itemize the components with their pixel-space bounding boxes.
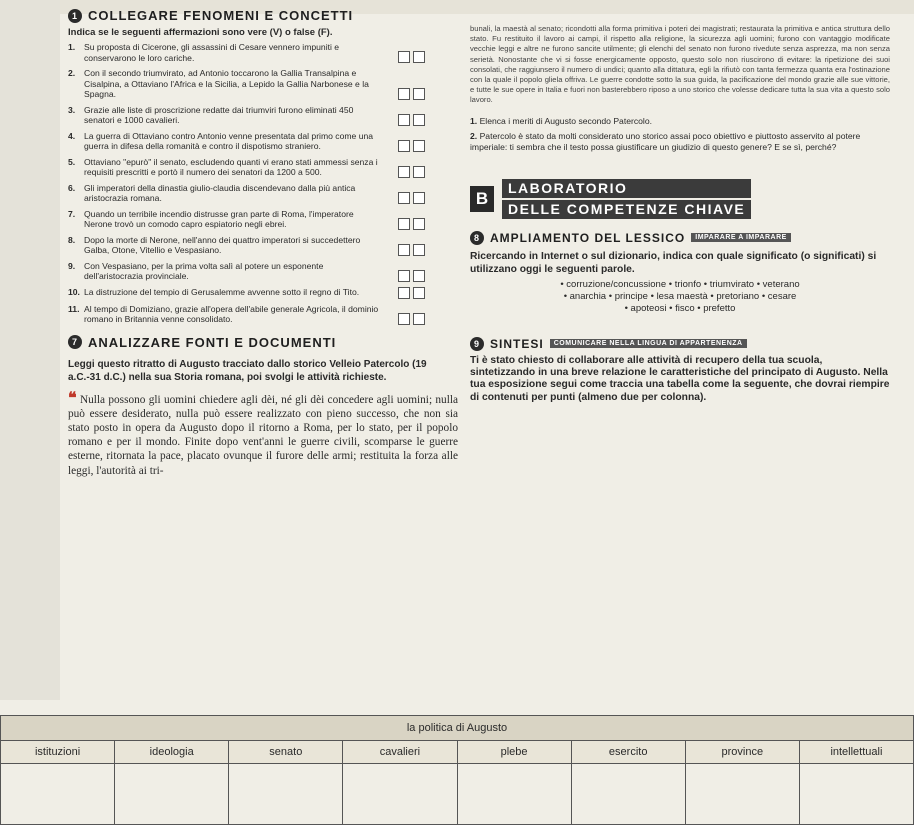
false-checkbox[interactable]	[413, 88, 425, 100]
tf-answer-boxes	[398, 313, 425, 325]
sintesi-text: Ti è stato chiesto di collaborare alle attività di recupero della tua scuola, sintetizzando in una breve relazione le caratteristiche del principato di Augusto. Nella tua esposizione segui come traccia una tabella come la seguente, che dovrai riempire di contenuti per punti (almeno due per colonna).	[470, 354, 890, 403]
false-checkbox[interactable]	[413, 218, 425, 230]
table-cell[interactable]	[229, 764, 343, 825]
false-checkbox[interactable]	[413, 192, 425, 204]
tf-answer-boxes	[398, 287, 425, 299]
lessico-title: AMPLIAMENTO DEL LESSICO	[490, 230, 686, 245]
tf-item-text: Dopo la morte di Nerone, nell'anno dei quattro imperatori si succedettero Galba, Otone, Vitellio e Vespasiano.	[84, 234, 361, 255]
table-caption: la politica di Augusto	[1, 716, 914, 741]
collegare-heading	[68, 8, 458, 23]
politica-table-wrap	[0, 715, 914, 825]
source-text	[68, 389, 459, 478]
true-checkbox[interactable]	[398, 313, 410, 325]
tf-answer-boxes	[398, 270, 425, 282]
question-item	[470, 131, 890, 153]
source-text-body: Nulla possono gli uomini chiedere agli dèi, né gli dèi concedere agli uomini; nulla può essere desiderato, nulla può essere realizzato con pieno successo, che non sia stato posto in opera da Augusto dopo il ritorno a Roma, per lo stato, per il popolo romano e per il mondo. Finite dopo vent'anni le guerre civili, scomparse le guerre esterne, ritornata la pace, placato ovunque il furore delle armi; restituita la forza alle leggi, l'autorità ai tri-	[68, 393, 459, 477]
table-column-header: intellettuali	[799, 741, 913, 764]
true-checkbox[interactable]	[398, 140, 410, 152]
laboratorio-letter: B	[470, 186, 494, 212]
tf-answer-boxes	[398, 244, 425, 256]
table-column-header: senato	[229, 741, 343, 764]
laboratorio-title-line2: DELLE COMPETENZE CHIAVE	[502, 200, 751, 219]
sintesi-badge: COMUNICARE NELLA LINGUA DI APPARTENENZA	[550, 339, 747, 348]
true-checkbox[interactable]	[398, 88, 410, 100]
tf-item	[68, 105, 458, 126]
tf-item-number: 2.	[68, 68, 76, 78]
table-cell[interactable]	[571, 764, 685, 825]
tf-item-number: 1.	[68, 42, 76, 52]
table-header-row	[1, 741, 914, 764]
politica-table	[0, 715, 914, 825]
questions-list	[470, 116, 890, 153]
fonti-heading	[68, 335, 458, 350]
tf-answer-boxes	[398, 88, 425, 100]
tf-item-number: 5.	[68, 156, 76, 167]
true-checkbox[interactable]	[398, 244, 410, 256]
sintesi-number-badge: 9	[470, 337, 484, 351]
true-false-list	[68, 42, 458, 325]
lessico-word-list	[470, 279, 890, 315]
fonti-instruction: Leggi questo ritratto di Augusto tracciato dallo storico Velleio Patercolo (19 a.C.-31 d.C.) nella sua Storia romana, poi svolgi le attività richieste.	[68, 358, 427, 383]
laboratorio-title	[502, 179, 751, 219]
tf-answer-boxes	[398, 166, 425, 178]
word-list-line: • corruzione/concussione • trionfo • triumvirato • veterano	[560, 278, 800, 290]
true-checkbox[interactable]	[398, 51, 410, 63]
true-checkbox[interactable]	[398, 114, 410, 126]
quote-icon: ❝	[68, 389, 77, 407]
collegare-instruction: Indica se le seguenti affermazioni sono vere (V) o false (F).	[68, 27, 333, 38]
tf-item-number: 3.	[68, 104, 76, 115]
table-cell[interactable]	[799, 764, 913, 825]
tf-answer-boxes	[398, 192, 425, 204]
table-cell[interactable]	[1, 764, 115, 825]
tf-item	[68, 131, 458, 152]
tf-answer-boxes	[398, 114, 425, 126]
false-checkbox[interactable]	[413, 114, 425, 126]
question-text: Patercolo è stato da molti considerato uno storico assai poco obiettivo e piuttosto asservito al potere imperiale: ti sembra che il testo possa giustificare un giudizio di questo genere? E se sì, perché?	[470, 130, 861, 152]
table-column-header: istituzioni	[1, 741, 115, 764]
tf-item	[68, 42, 458, 63]
left-page-margin	[0, 0, 60, 700]
tf-item	[68, 157, 458, 178]
fonti-number-badge: 7	[68, 335, 82, 349]
tf-item	[68, 235, 458, 256]
lessico-heading	[470, 231, 890, 245]
table-column-header: province	[685, 741, 799, 764]
tf-item	[68, 304, 458, 325]
tf-item-number: 10.	[68, 286, 80, 297]
left-column	[68, 8, 458, 478]
tf-item-text: Grazie alle liste di proscrizione redatte dai triumviri furono eliminati 450 senatori e 1000 cavalieri.	[84, 104, 354, 125]
collegare-number-badge: 1	[68, 9, 82, 23]
false-checkbox[interactable]	[413, 166, 425, 178]
tf-item	[68, 183, 458, 204]
tf-answer-boxes	[398, 140, 425, 152]
tf-item-number: 7.	[68, 208, 76, 219]
source-continued-text: bunali, la maestà al senato; ricondotti alla forma primitiva i poteri dei magistrati; restaurata la primitiva e antica struttura dello stato. Fu restituito il lavoro ai campi, il rispetto alla religione, la sicurezza agli uomini; furono con vantaggio modificate vecchie leggi e altre ne furono sancite utilmente; gli elenchi del senato non furono rivedute senza asprezza, ma non senza serietà. Nonostante che vi si fosse energicamente opposto, questo solo non riuscirono di evitare: la ripetizione dei suoi consolati, che raggiunsero il numero di undici; quanto alla dittatura, egli la rifiutò con tanta fermezza quanta era l'ostinazione con la quale il popolo gliela offriva. Le guerre condotte sotto la sua guida, la pacificazione del mondo grazie alle sue vittorie, e tutte le sue opere in Italia e fuori non basterebbero riposo a uno storico che volesse dedicare tutta la sua vita a questo solo lavoro.	[470, 24, 890, 105]
table-column-header: cavalieri	[343, 741, 457, 764]
right-column	[470, 24, 890, 404]
laboratorio-title-line1: LABORATORIO	[502, 179, 751, 198]
false-checkbox[interactable]	[413, 270, 425, 282]
fonti-title: ANALIZZARE FONTI E DOCUMENTI	[88, 334, 337, 350]
tf-item-number: 11.	[68, 303, 80, 314]
tf-item-text: Quando un terribile incendio distrusse gran parte di Roma, l'imperatore Nerone trovò un comodo capro espiatorio negli ebrei.	[84, 208, 354, 229]
false-checkbox[interactable]	[413, 140, 425, 152]
tf-item	[68, 68, 458, 100]
tf-item-text: Al tempo di Domiziano, grazie all'opera dell'abile generale Agricola, il dominio romano in Britannia venne consolidato.	[84, 303, 379, 324]
tf-item-number: 6.	[68, 182, 76, 193]
table-row	[1, 764, 914, 825]
table-column-header: plebe	[457, 741, 571, 764]
true-checkbox[interactable]	[398, 287, 410, 299]
question-text: Elenca i meriti di Augusto secondo Patercolo.	[479, 115, 653, 126]
table-column-header: esercito	[571, 741, 685, 764]
sintesi-heading	[470, 337, 890, 351]
table-cell[interactable]	[457, 764, 571, 825]
false-checkbox[interactable]	[413, 313, 425, 325]
question-number: 2.	[470, 130, 478, 141]
tf-item-text: La guerra di Ottaviano contro Antonio venne presentata dal primo come una guerra in difesa della romanità e contro il dispotismo straniero.	[84, 130, 374, 151]
table-cell[interactable]	[343, 764, 457, 825]
tf-item-text: Gli imperatori della dinastia giulio-claudia discendevano dalla più antica aristocrazia romana.	[84, 182, 356, 203]
tf-item-text: Ottaviano "epurò" il senato, escludendo quanti vi erano stati ammessi senza i requisiti prescritti e portò il numero dei senatori da 1200 a 500.	[84, 156, 378, 177]
false-checkbox[interactable]	[413, 244, 425, 256]
tf-item-number: 9.	[68, 260, 76, 271]
sintesi-title: SINTESI	[490, 336, 544, 351]
table-cell[interactable]	[115, 764, 229, 825]
collegare-title: COLLEGARE FENOMENI E CONCETTI	[88, 8, 354, 23]
tf-item-text: Su proposta di Cicerone, gli assassini di Cesare vennero impuniti e conservarono le loro cariche.	[84, 42, 340, 63]
word-list-line: • anarchia • principe • lesa maestà • pretoriano • cesare	[563, 290, 797, 302]
false-checkbox[interactable]	[413, 51, 425, 63]
tf-answer-boxes	[398, 51, 425, 63]
laboratorio-banner	[470, 179, 890, 219]
lessico-number-badge: 8	[470, 231, 484, 245]
tf-item-text: Con il secondo triumvirato, ad Antonio toccarono la Gallia Transalpina e Cisalpina, a Ottaviano l'Africa e la Sicilia, a Lepido la Gallia Narbonese e la Spagna.	[84, 68, 369, 99]
question-item	[470, 116, 890, 127]
lessico-instruction: Ricercando in Internet o sul dizionario, indica con quale significato (o significati) si utilizzano oggi le seguenti parole.	[470, 250, 877, 275]
tf-item	[68, 209, 458, 230]
tf-item-text: Con Vespasiano, per la prima volta salì al potere un esponente dell'aristocrazia provinciale.	[84, 260, 324, 281]
tf-item-number: 8.	[68, 234, 76, 245]
question-number: 1.	[470, 115, 478, 126]
table-cell[interactable]	[685, 764, 799, 825]
true-checkbox[interactable]	[398, 192, 410, 204]
true-checkbox[interactable]	[398, 270, 410, 282]
word-list-line: • apoteosi • fisco • prefetto	[624, 302, 736, 314]
table-column-header: ideologia	[115, 741, 229, 764]
tf-item-text: La distruzione del tempio di Gerusalemme avvenne sotto il regno di Tito.	[84, 286, 360, 297]
false-checkbox[interactable]	[413, 287, 425, 299]
tf-item	[68, 287, 458, 299]
tf-answer-boxes	[398, 218, 425, 230]
tf-item	[68, 261, 458, 282]
true-checkbox[interactable]	[398, 166, 410, 178]
tf-item-number: 4.	[68, 130, 76, 141]
lessico-badge: IMPARARE A IMPARARE	[691, 233, 791, 242]
true-checkbox[interactable]	[398, 218, 410, 230]
